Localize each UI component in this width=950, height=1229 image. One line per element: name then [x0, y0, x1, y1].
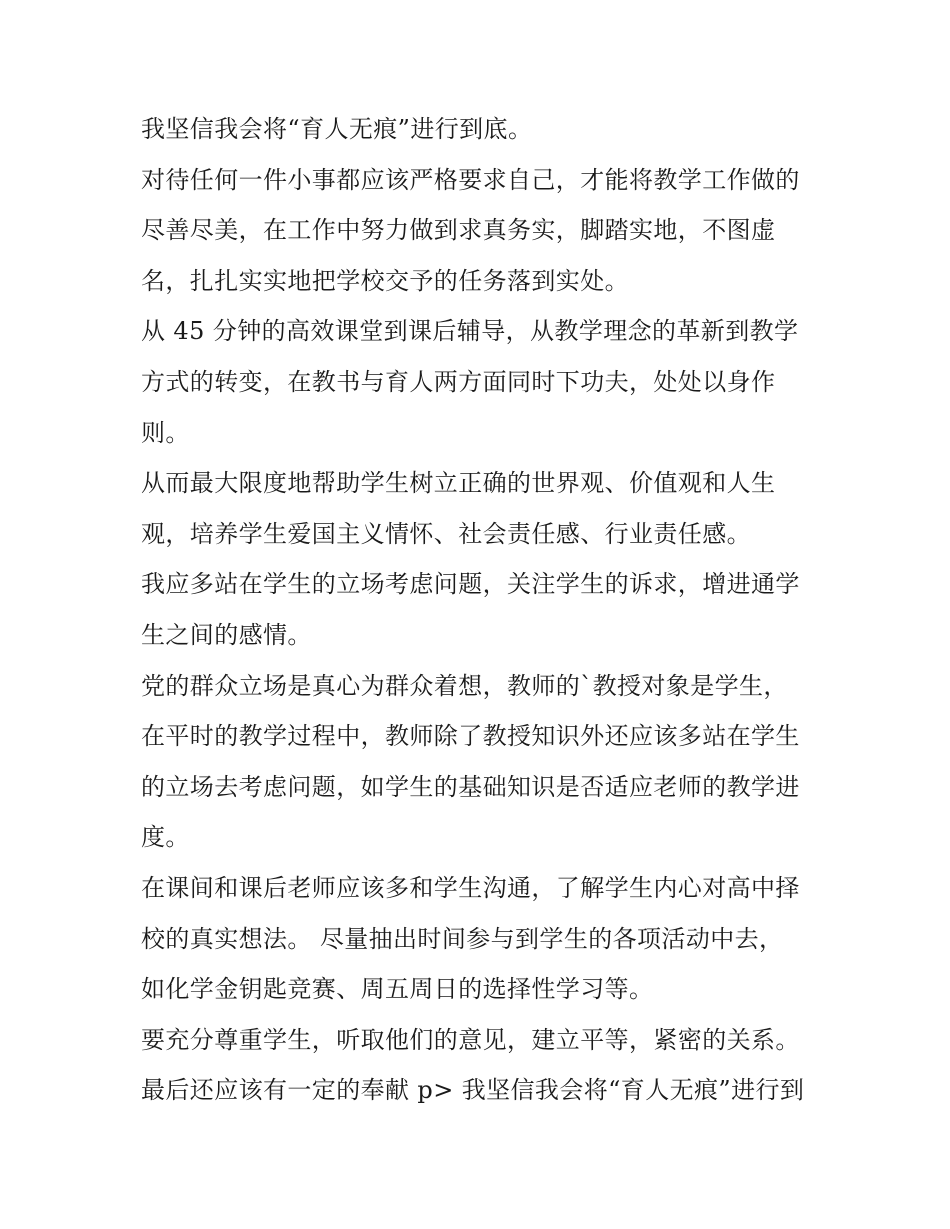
text-line: 对待任何一件小事都应该严格要求自己，才能将教学工作做的	[141, 165, 800, 194]
text-line: 校的真实想法。 尽量抽出时间参与到学生的各项活动中去，	[141, 924, 784, 953]
text-line: 名，扎扎实实地把学校交予的任务落到实处。	[141, 266, 629, 295]
text-line: 生之间的感情。	[141, 620, 312, 649]
text-line: 在平时的教学过程中，教师除了教授知识外还应该多站在学生	[141, 722, 800, 751]
text-line: 从而最大限度地帮助学生树立正确的世界观、价值观和人生	[141, 469, 776, 498]
text-line: 尽善尽美，在工作中努力做到求真务实，脚踏实地，不图虚	[141, 216, 776, 245]
text-line: 我坚信我会将“育人无痕”进行到底。	[141, 115, 533, 143]
text-line: 从 45 分钟的高效课堂到课后辅导，从教学理念的革新到教学	[141, 317, 799, 346]
text-line: 如化学金钥匙竞赛、周五周日的选择性学习等。	[141, 975, 654, 1004]
text-line: 观，培养学生爱国主义情怀、社会责任感、行业责任感。	[141, 519, 751, 548]
text-line: 党的群众立场是真心为群众着想，教师的`教授对象是学生，	[141, 671, 788, 700]
document-body	[141, 104, 821, 1116]
text-line: 的立场去考虑问题，如学生的基础知识是否适应老师的教学进	[141, 772, 800, 801]
text-line: 要充分尊重学生，听取他们的意见，建立平等，紧密的关系。	[141, 1025, 800, 1054]
text-line: 在课间和课后老师应该多和学生沟通，了解学生内心对高中择	[141, 873, 800, 902]
text-line: 则。	[141, 418, 190, 447]
text-line: 方式的转变，在教书与育人两方面同时下功夫，处处以身作	[141, 367, 776, 396]
text-line: 我应多站在学生的立场考虑问题，关注学生的诉求，增进通学	[141, 570, 800, 599]
text-line: 最后还应该有一定的奉献 p> 我坚信我会将“育人无痕”进行到	[141, 1076, 805, 1105]
text-line: 度。	[141, 823, 190, 852]
